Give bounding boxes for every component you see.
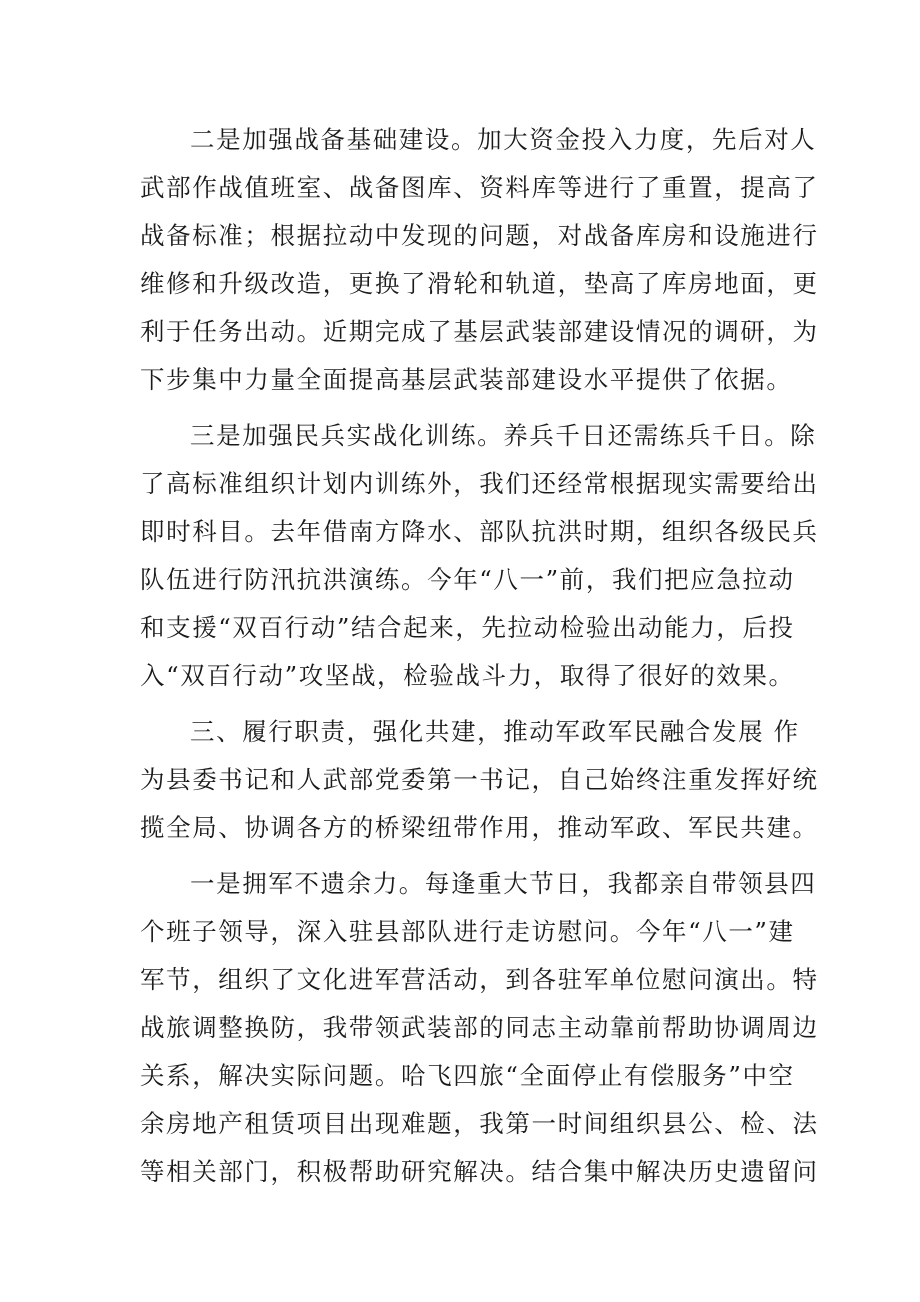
paragraph-line: 一是拥军不遗余力。每逢重大节日，我都亲自带领县四	[190, 869, 817, 898]
paragraph-line: 战旅调整换防，我带领武装部的同志主动靠前帮助协调周边	[140, 1013, 819, 1042]
paragraph-line: 三是加强民兵实战化训练。养兵千日还需练兵千日。除	[190, 421, 817, 450]
paragraph-line: 军节，组织了文化进军营活动，到各驻军单位慰问演出。特	[140, 965, 819, 994]
paragraph-line: 三、履行职责，强化共建，推动军政军民融合发展 作	[190, 717, 800, 746]
paragraph-line: 个班子领导，深入驻县部队进行走访慰问。今年“八一”建	[140, 917, 795, 946]
paragraph-line: 和支援“双百行动”结合起来，先拉动检验出动能力，后投	[140, 613, 795, 642]
paragraph-line: 利于任务出动。近期完成了基层武装部建设情况的调研，为	[140, 317, 819, 346]
paragraph-line: 战备标准；根据拉动中发现的问题，对战备库房和设施进行	[140, 221, 819, 250]
paragraph-line: 关系，解决实际问题。哈飞四旅“全面停止有偿服务”中空	[140, 1061, 795, 1090]
document-body	[140, 116, 819, 1196]
paragraph-militia-training	[140, 412, 819, 700]
paragraph-line: 余房地产租赁项目出现难题，我第一时间组织县公、检、法	[140, 1109, 819, 1138]
paragraph-line: 了高标准组织计划内训练外，我们还经常根据现实需要给出	[140, 469, 819, 498]
paragraph-combat-readiness	[140, 116, 819, 404]
paragraph-line: 下步集中力量全面提高基层武装部建设水平提供了依据。	[140, 365, 793, 394]
paragraph-line: 为县委书记和人武部党委第一书记，自己始终注重发挥好统	[140, 765, 819, 794]
section-heading-civil-military	[140, 708, 819, 852]
paragraph-line: 武部作战值班室、战备图库、资料库等进行了重置，提高了	[140, 173, 819, 202]
paragraph-line: 队伍进行防汛抗洪演练。今年“八一”前，我们把应急拉动	[140, 565, 795, 594]
paragraph-line: 等相关部门，积极帮助研究解决。结合集中解决历史遗留问	[140, 1157, 819, 1186]
paragraph-line: 揽全局、协调各方的桥梁纽带作用，推动军政、军民共建。	[140, 813, 819, 842]
paragraph-line: 即时科目。去年借南方降水、部队抗洪时期，组织各级民兵	[140, 517, 819, 546]
paragraph-line: 入“双百行动”攻坚战，检验战斗力，取得了很好的效果。	[140, 661, 795, 690]
paragraph-support-army	[140, 860, 819, 1196]
paragraph-line: 二是加强战备基础建设。加大资金投入力度，先后对人	[190, 125, 817, 154]
paragraph-line: 维修和升级改造，更换了滑轮和轨道，垫高了库房地面，更	[140, 269, 819, 298]
